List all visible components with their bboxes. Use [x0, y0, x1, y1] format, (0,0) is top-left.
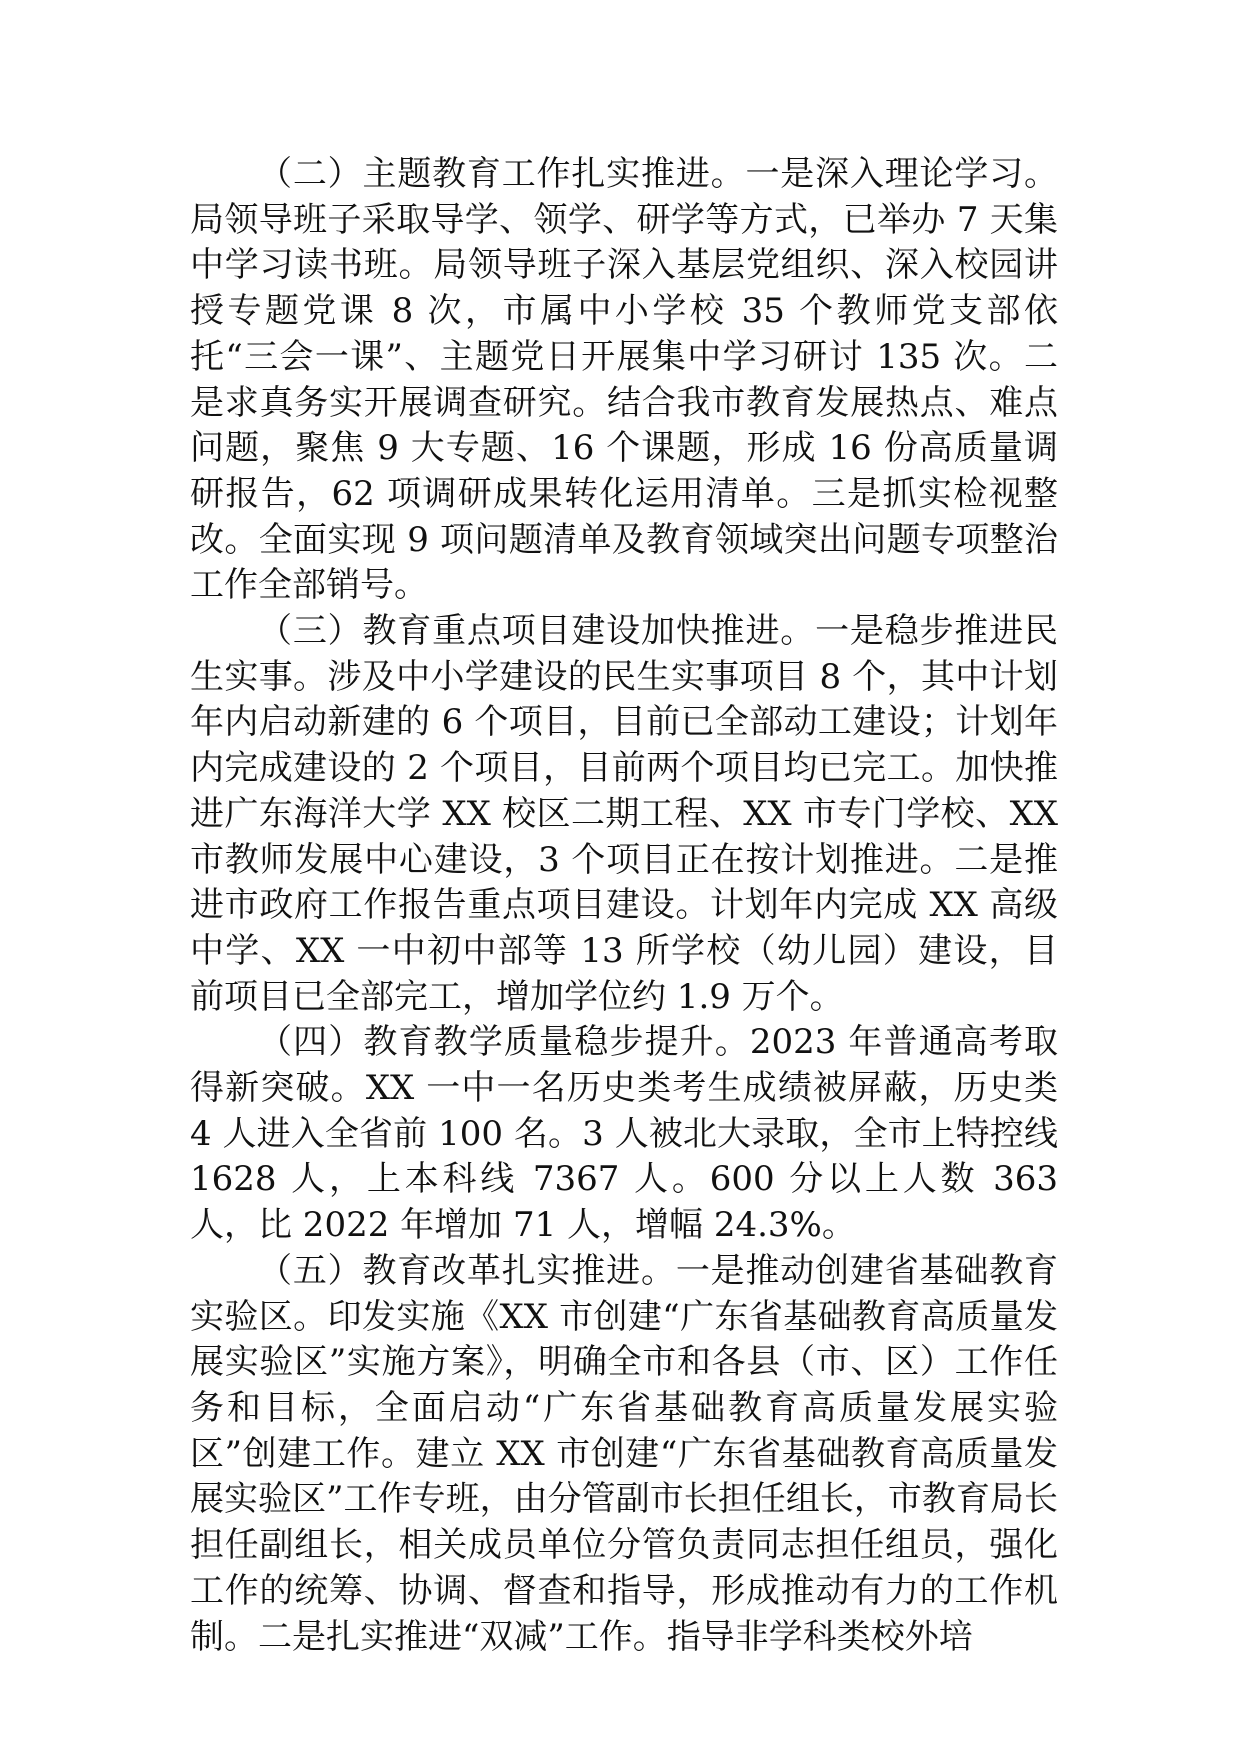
paragraph-teaching-quality: （四）教育教学质量稳步提升。2023 年普通高考取得新突破。XX 一中一名历史类考生成绩被屏蔽，历史类 4 人进入全省前 100 名。3 人被北大录取，全市上特控线 1628 人，上本科线 7367 人。600 分以上人数 363 人，比 2022 年增加 71 人，增幅 24.3%。 — [190, 1022, 1058, 1246]
document-body — [190, 152, 1058, 1660]
paragraph-education-reform: （五）教育改革扎实推进。一是推动创建省基础教育实验区。印发实施《XX 市创建“广东省基础教育高质量发展实验区”实施方案》，明确全市和各县（市、区）工作任务和目标，全面启动“广东省基础教育高质量发展实验区”创建工作。建立 XX 市创建“广东省基础教育高质量发展实验区”工作专班，由分管副市长担任组长，市教育局长担任副组长，相关成员单位分管负责同志担任组员，强化工作的统筹、协调、督查和指导，形成推动有力的工作机制。二是扎实推进“双减”工作。指导非学科类校外培 — [190, 1250, 1058, 1657]
paragraph-theme-education: （二）主题教育工作扎实推进。一是深入理论学习。局领导班子采取导学、领学、研学等方式，已举办 7 天集中学习读书班。局领导班子深入基层党组织、深入校园讲授专题党课 8 次，市属中小学校 35 个教师党支部依托“三会一课”、主题党日开展集中学习研讨 135 次。二是求真务实开展调查研究。结合我市教育发展热点、难点问题，聚焦 9 大专题、16 个课题，形成 16 份高质量调研报告，62 项调研成果转化运用清单。三是抓实检视整改。全面实现 9 项问题清单及教育领域突出问题专项整治工作全部销号。 — [190, 154, 1058, 606]
paragraph-key-projects: （三）教育重点项目建设加快推进。一是稳步推进民生实事。涉及中小学建设的民生实事项目 8 个，其中计划年内启动新建的 6 个项目，目前已全部动工建设；计划年内完成建设的 2 个项目，目前两个项目均已完工。加快推进广东海洋大学 XX 校区二期工程、XX 市专门学校、XX 市教师发展中心建设，3 个项目正在按计划推进。二是推进市政府工作报告重点项目建设。计划年内完成 XX 高级中学、XX 一中初中部等 13 所学校（幼儿园）建设，目前项目已全部完工，增加学位约 1.9 万个。 — [190, 611, 1058, 1017]
